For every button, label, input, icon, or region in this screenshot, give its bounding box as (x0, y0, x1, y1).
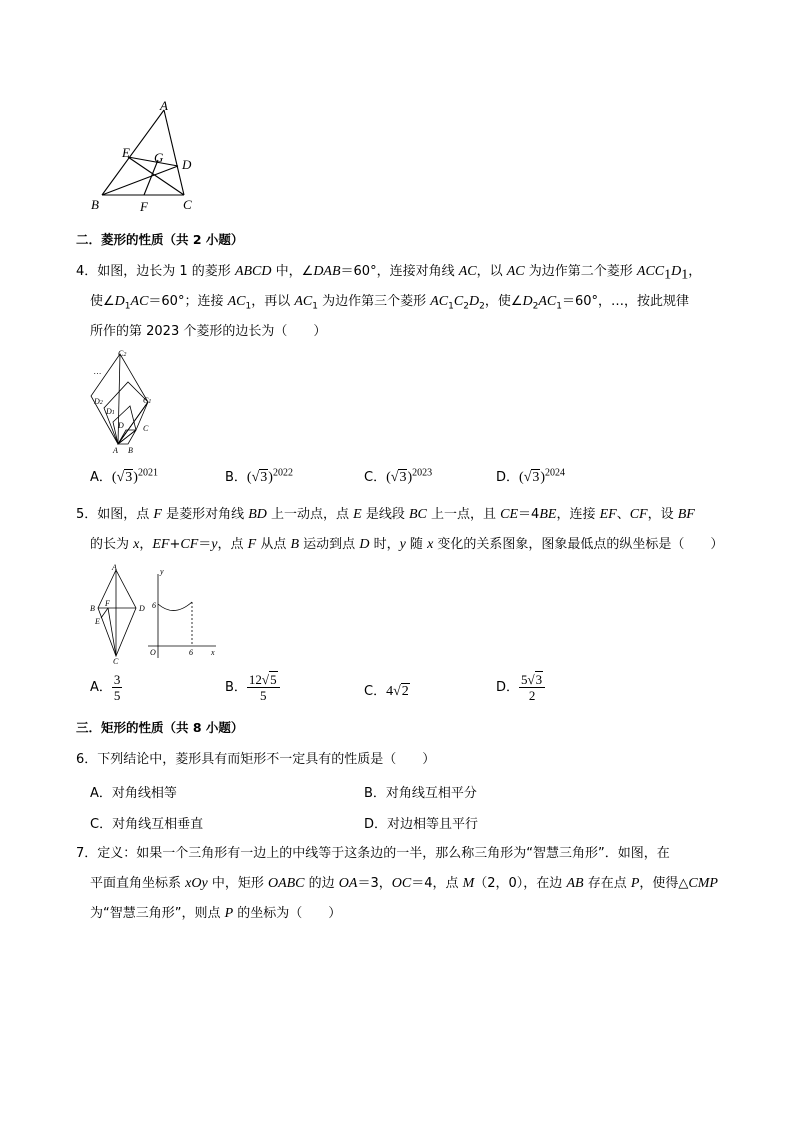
q4-italic: AC (294, 294, 313, 309)
q4-italic: D (671, 264, 682, 279)
q4-sub: 2 (532, 301, 539, 312)
q5-fig-label: C (113, 657, 119, 666)
q5-fig-label: E (95, 617, 100, 626)
fig3-label-e: E (122, 145, 130, 160)
q4-fig-label: C (143, 424, 149, 433)
q5-option-value: $\frac{12√5}{5}$ (247, 672, 280, 703)
q5-seg-cf (108, 608, 116, 656)
q5-text: 是线段 (361, 507, 409, 522)
fig3-seg-fg (144, 160, 158, 195)
q7-text: ，使得△ (639, 876, 689, 891)
q4-italic: AC (430, 294, 449, 309)
q4-option-radicand: 3 (399, 470, 407, 485)
q4-italic: C (453, 294, 464, 309)
q4-text: ＝60°；连接 (148, 294, 228, 309)
q5-option-letter: C． (364, 684, 387, 699)
q4-italic: AC (538, 294, 557, 309)
q4-text: ＝60°，…，按此规律 (561, 294, 689, 309)
q5-fig-label: O (150, 648, 156, 657)
fig3-label-d: D (182, 157, 192, 172)
q5-italic: y (211, 537, 218, 552)
q5-text: 随 (405, 537, 428, 552)
q5-italic: x (133, 537, 140, 552)
q5-option-b[interactable] (225, 672, 280, 703)
q6-option-a[interactable]: A．对角线相等 (90, 786, 177, 801)
q4-option-value: $(√3)^{2023}$ (386, 467, 433, 485)
q4-option-radicand: 3 (260, 470, 268, 485)
q5-italic: y (399, 537, 406, 552)
figure-rhombus-sequence (86, 348, 166, 456)
q4-italic: AC (130, 294, 149, 309)
q4-text: ，再以 (251, 294, 295, 309)
q4-sub: 1 (664, 267, 672, 283)
q4-option-radicand: 3 (532, 470, 540, 485)
q5-text: 是菱形对角线 (161, 507, 249, 522)
q4-sub: 1 (245, 301, 252, 312)
q4-option-d[interactable] (496, 466, 565, 486)
q4-option-value: $(√3)^{2024}$ (519, 467, 566, 485)
q4-line1 (76, 263, 701, 285)
q5-italic: BF (677, 507, 695, 522)
fig3-side-ac (164, 110, 184, 195)
q7-italic: CMP (688, 876, 718, 891)
q5-option-value: $\frac{5√3}{2}$ (519, 672, 545, 703)
q4-text: ，以 (476, 264, 507, 279)
q4-text: 4．如图，边长为 1 的菱形 (76, 264, 235, 279)
q5-frac-den: 5 (259, 688, 267, 703)
q4-italic: ABCD (234, 264, 272, 279)
q4-fig-label: … (94, 367, 102, 376)
q5-option-value (112, 672, 123, 703)
q5-text: 变化的关系图象，图象最低点的纵坐标是（ ） (433, 537, 724, 552)
q7-line3 (90, 905, 341, 923)
q4-sub: 1 (312, 301, 318, 312)
q5-italic: EF (152, 537, 170, 552)
q7-text: 中，矩形 (207, 876, 268, 891)
section-title-rhombus: 二．菱形的性质（共 2 小题） (76, 232, 244, 247)
q4-option-letter: C． (364, 470, 387, 485)
q4-option-value: $(√3)^{2021}$ (111, 467, 158, 485)
q4-diag (118, 354, 120, 444)
q4-fig-label: A (113, 446, 118, 455)
q4-option-letter: D． (496, 470, 520, 485)
q5-frac-rad: 3 (535, 672, 543, 687)
q5-italic: CE (500, 507, 519, 522)
q4-option-b[interactable] (225, 466, 293, 486)
q5-frac-rad: 5 (270, 672, 277, 687)
q4-text: 中，∠ (271, 264, 314, 279)
q4-option-letter: A． (90, 470, 112, 485)
q5-text: ，连接 (556, 507, 600, 522)
q7-text: （2，0），在边 (474, 876, 567, 891)
q5-text: 时， (369, 537, 400, 552)
q7-italic: OABC (267, 876, 305, 891)
q7-italic: P (630, 876, 640, 891)
q4-text: 为边作第二个菱形 (524, 264, 637, 279)
q4-text: ， (688, 264, 702, 279)
q5-curve (158, 602, 192, 611)
q4-italic: AC (506, 264, 525, 279)
q5-text: + (169, 537, 181, 552)
q4-sub: 1 (556, 301, 562, 312)
q4-line3: 所作的第 2023 个菱形的边长为（ ） (90, 324, 327, 339)
q4-option-exp: 2024 (545, 467, 566, 479)
q6-option-b[interactable]: B．对角线互相平分 (364, 786, 477, 801)
q5-option-letter: D． (496, 680, 520, 695)
q4-diag (118, 430, 136, 444)
q5-option-d[interactable] (496, 672, 545, 703)
q5-text: 、 (616, 507, 630, 522)
q5-italic: F (153, 507, 162, 522)
q5-italic: CF (629, 507, 648, 522)
q4-text: 使∠ (90, 294, 115, 309)
q7-italic: M (462, 876, 475, 891)
q5-frac-coef: 12 (248, 672, 262, 687)
q7-text: 存在点 (583, 876, 631, 891)
q6-stem: 6．下列结论中，菱形具有而矩形不一定具有的性质是（ ） (76, 752, 436, 767)
q4-option-letter: B． (225, 470, 247, 485)
q5-italic: BE (539, 507, 557, 522)
q5-text: ，点 (217, 537, 248, 552)
q5-frac-num: 3 (113, 672, 121, 687)
q5-rhombus (98, 570, 136, 656)
q7-line2 (90, 875, 718, 893)
q4-text: 为边作第三个菱形 (317, 294, 431, 309)
fig3-label-g: G (154, 150, 164, 165)
q4-sub: 1 (124, 301, 131, 312)
q4-fig-label: C1 (143, 396, 152, 405)
q5-italic: BD (248, 507, 267, 522)
q5-italic: CF (180, 537, 199, 552)
figure-rhombus-graph (86, 562, 226, 666)
q4-option-exp: 2023 (412, 467, 433, 479)
q5-italic: B (290, 537, 300, 552)
q7-text: ＝4，点 (411, 876, 463, 891)
q5-line2 (90, 536, 723, 554)
q5-text: 5．如图，点 (76, 507, 154, 522)
q4-sub: 2 (463, 301, 469, 312)
q5-fig-label: D (139, 604, 145, 613)
q5-frac-den: 5 (113, 688, 121, 703)
q7-text: 平面直角坐标系 (90, 876, 186, 891)
q5-option-letter: A． (90, 680, 112, 695)
q4-text: ，使∠ (484, 294, 523, 309)
q6-option-c[interactable]: C．对角线互相垂直 (90, 817, 204, 832)
q4-sub: 1 (448, 301, 454, 312)
fig3-label-a: A (160, 100, 168, 113)
q5-option-a[interactable] (90, 672, 122, 703)
q5-frac-den: 2 (528, 688, 536, 703)
q5-text: 上一动点，点 (266, 507, 354, 522)
q4-italic: AC (458, 264, 477, 279)
q7-text: 的边 (304, 876, 339, 891)
q5-text: ＝4 (518, 507, 540, 522)
q4-italic: D (522, 294, 533, 309)
q5-seg-ef (101, 608, 108, 618)
q4-italic: AC (227, 294, 246, 309)
q4-rhombus-1 (113, 406, 136, 444)
q7-line1: 7．定义：如果一个三角形有一边上的中线等于这条边的一半，那么称三角形为“智慧三角形”．如图，在 (76, 846, 670, 861)
q7-text: 的坐标为（ ） (233, 906, 342, 921)
q7-italic: OA (338, 876, 358, 891)
q4-italic: ACC (636, 264, 665, 279)
fig3-seg-bd (102, 166, 178, 195)
q4-italic: DAB (313, 264, 341, 279)
q5-fig-label: y (160, 567, 164, 576)
q5-line1 (76, 506, 695, 524)
q7-text: ＝3， (357, 876, 392, 891)
q5-text: 从点 (256, 537, 291, 552)
q5-italic: EF (599, 507, 617, 522)
q5-fig-label: B (90, 604, 95, 613)
q4-option-exp: 2022 (272, 467, 293, 479)
q5-fig-label: A (112, 563, 117, 572)
q5-italic: BC (409, 507, 427, 522)
q5-text: ＝ (198, 537, 212, 552)
q4-fig-label: D1 (106, 407, 115, 416)
q4-option-c[interactable] (364, 466, 432, 486)
q4-text: ＝60°，连接对角线 (340, 264, 459, 279)
fig3-label-b: B (91, 197, 99, 212)
q4-italic: D (468, 294, 480, 309)
q4-option-a[interactable] (90, 466, 158, 486)
q5-option-value: 4√2 (386, 684, 409, 699)
q5-italic: E (353, 507, 362, 522)
q5-fig-label: 6 (189, 648, 193, 657)
fig3-label-c: C (183, 197, 192, 212)
q5-text: 上一点，且 (426, 507, 501, 522)
q5-fig-label: x (211, 648, 215, 657)
q5-italic: F (247, 537, 257, 552)
q4-option-value: $(√3)^{2022}$ (246, 467, 293, 485)
q5-option-c[interactable] (364, 680, 410, 700)
q4-sub: 1 (681, 267, 689, 283)
q7-italic: xOy (185, 876, 208, 891)
q4-fig-label: C2 (118, 349, 127, 358)
section-title-rectangle: 三．矩形的性质（共 8 小题） (76, 720, 244, 735)
q5-italic: D (359, 537, 370, 552)
q7-italic: AB (566, 876, 584, 891)
q4-fig-label: D (118, 421, 124, 430)
q4-line2 (90, 293, 689, 316)
q4-fig-label: B (128, 446, 133, 455)
q5-fig-label: 6 (152, 601, 156, 610)
q4-italic: D (114, 294, 125, 309)
fig3-label-f: F (140, 199, 148, 214)
q4-fig-label: D2 (94, 397, 103, 406)
q5-frac-coef: 5 (521, 672, 528, 687)
q5-text: ，设 (647, 507, 678, 522)
q7-italic: OC (391, 876, 412, 891)
q5-italic: x (427, 537, 434, 552)
q5-text: 的长为 (90, 537, 134, 552)
q5-text: 运动到点 (299, 537, 360, 552)
q6-option-d[interactable]: D．对边相等且平行 (364, 817, 479, 832)
q5-text: ， (139, 537, 153, 552)
q7-text: 为“智慧三角形”，则点 (90, 906, 225, 921)
q4-option-exp: 2021 (137, 467, 158, 479)
q4-option-radicand: 3 (125, 470, 133, 485)
q5-option-letter: B． (225, 680, 247, 695)
q5-coef: 4 (386, 684, 394, 699)
q4-sub: 2 (479, 301, 485, 312)
q5-rad: 2 (401, 684, 409, 699)
q5-fig-label: F (105, 599, 110, 608)
figure-triangle (86, 100, 206, 218)
q7-italic: P (224, 906, 234, 921)
